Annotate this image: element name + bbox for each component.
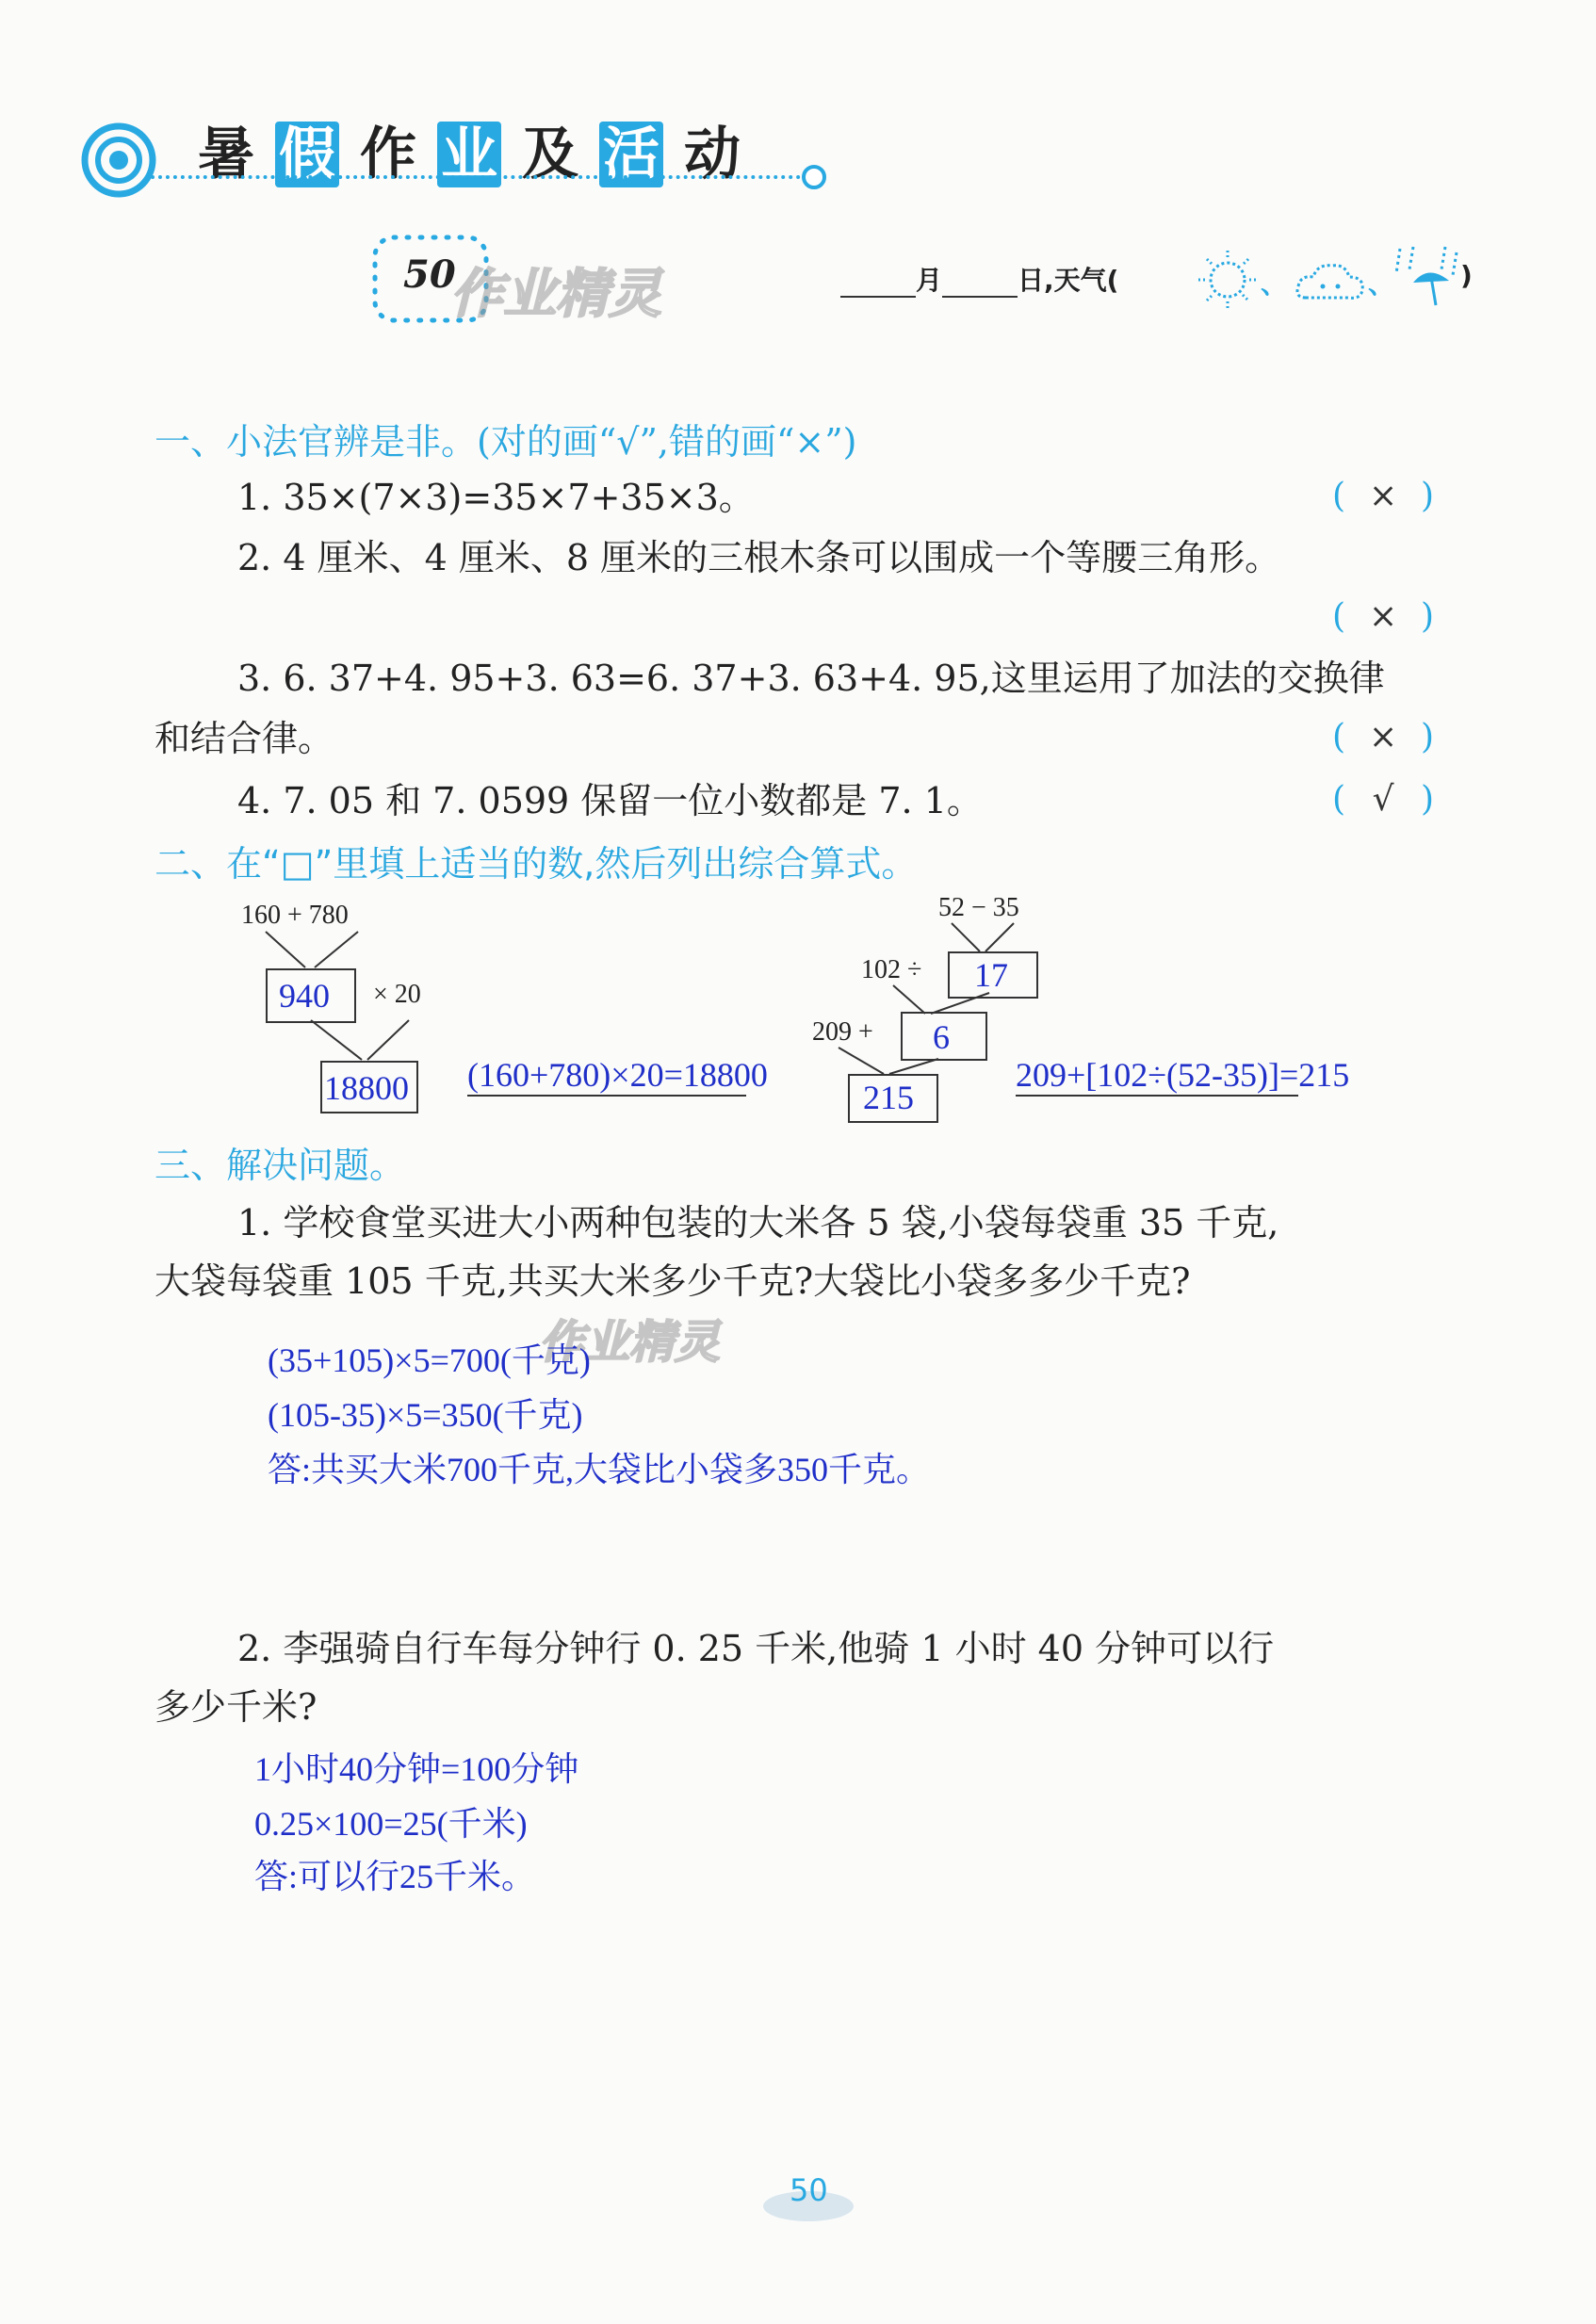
worksheet-page: 暑假 作业 及活 动 50 作业精灵 月 日,天气( 、 、 ) 一、小法官辨是非。(对的画“√”,错的画“×”) 1. 35×(7×3)=35×7+35×3。 ( × ) 2. 4 厘米、4 厘米、8 厘米的三根木条可以围成一个等腰三角形。 ( × ) 3. 6. 37+4. 95+3. 63=6. 37+3. 63+4. 95,这里运用了加法的交换律 和结合律。 ( × ) 4. 7. 05 和 7. 0599 保留一位小数都是 7. 1。 ( √ ) 二、在“□”里填上适当的数,然后列出综合算式。 160 + 780 940 × 20 18800 (160+780)×20=18800 52 − 35 102 ÷ 17 209 + 6 215 209+[102÷(52-35)]=215 三、解决问题。 1. 学校食堂买进大小两种包装的大米各 5 袋,小袋每袋重 35 千克, 大袋每袋重 105 千克,共买大米多少千克?大袋比小袋多多少千克? 作业精灵 (35+105)×5=700(千克) (105-35)×5=350(千克) 答:共买大米700千克,大袋比小袋多350千克。 2. 李强骑自行车每分钟行 0. 25 千米,他骑 1 小时 40 分钟可以行 多少千米? 1小时40分钟=100分钟 0.25×100=25(千米) 答:可以行25千米。 50 (0, 0, 1596, 2324)
sunny-icon[interactable] (1195, 247, 1261, 313)
question-1-3-line1: 3. 6. 37+4. 95+3. 63=6. 37+3. 63+4. 95,这里运用了加法的交换律 (237, 658, 1385, 699)
tree1-top-expr: 160 + 780 (241, 901, 349, 930)
question-1-1: 1. 35×(7×3)=35×7+35×3。 (237, 477, 755, 518)
answer-paren-2[interactable]: ( × ) (1332, 597, 1435, 636)
tree2-mid-label: 102 ÷ (861, 955, 922, 984)
tree1-box1-value: 940 (279, 977, 330, 1015)
answer-paren-3[interactable]: ( × ) (1332, 718, 1435, 756)
tree2-low-label: 209 + (812, 1017, 873, 1047)
question-1-4: 4. 7. 05 和 7. 0599 保留一位小数都是 7. 1。 (237, 780, 983, 821)
rule-end-circle-icon (799, 162, 829, 192)
section1-heading: 一、小法官辨是非。(对的画“√”,错的画“×”) (155, 421, 857, 463)
section2-heading: 二、在“□”里填上适当的数,然后列出综合算式。 (155, 843, 918, 885)
page-header-title: 暑假 作业 及活 动 (198, 122, 761, 187)
day-blank[interactable] (942, 269, 1018, 298)
question-1-3-line2: 和结合律。 (155, 718, 334, 759)
rainy-umbrella-icon[interactable] (1392, 245, 1462, 315)
answer-3-2-line3: 答:可以行25千米。 (254, 1858, 536, 1895)
answer-3-2-line1: 1小时40分钟=100分钟 (254, 1750, 579, 1788)
date-weather-field: 月 日,天气( (840, 260, 1118, 298)
target-circle-icon (81, 122, 156, 198)
answer-3-1-line2: (105-35)×5=350(千克) (268, 1396, 583, 1434)
header-dotted-rule (151, 175, 801, 179)
question-3-1-line1: 1. 学校食堂买进大小两种包装的大米各 5 袋,小袋每袋重 35 千克, (237, 1202, 1279, 1243)
page-number: 50 (790, 2172, 828, 2208)
answer-3-1-line3: 答:共买大米700千克,大袋比小袋多350千克。 (268, 1451, 931, 1488)
month-blank[interactable] (840, 269, 916, 298)
answer-paren-4[interactable]: ( √ ) (1332, 780, 1435, 819)
tree2-box3-value: 215 (863, 1079, 914, 1116)
answer-3-1-line1: (35+105)×5=700(千克) (268, 1341, 591, 1379)
question-3-1-line2: 大袋每袋重 105 千克,共买大米多少千克?大袋比小袋多多少千克? (155, 1260, 1191, 1302)
section1-hint: (对的画“√”,错的画“×”) (477, 421, 857, 463)
tree2-formula: 209+[102÷(52-35)]=215 (1016, 1055, 1298, 1097)
question-3-2-line2: 多少千米? (155, 1686, 318, 1728)
tree2-top-expr: 52 − 35 (938, 893, 1019, 922)
watermark: 作业精灵 (450, 264, 661, 325)
page-badge-number: 50 (403, 252, 456, 297)
tree2-box2-value: 6 (933, 1018, 950, 1056)
tree1-formula: (160+780)×20=18800 (467, 1055, 746, 1097)
cloudy-icon[interactable] (1293, 256, 1368, 309)
answer-paren-1[interactable]: ( × ) (1332, 477, 1435, 515)
question-1-2: 2. 4 厘米、4 厘米、8 厘米的三根木条可以围成一个等腰三角形。 (237, 537, 1281, 578)
tree1-box2-value: 18800 (324, 1069, 409, 1107)
watermark-mid: 作业精灵 (539, 1316, 721, 1369)
tree2-box1-value: 17 (974, 956, 1008, 994)
tree1-operator: × 20 (373, 980, 421, 1009)
answer-3-2-line2: 0.25×100=25(千米) (254, 1805, 528, 1843)
section3-heading: 三、解决问题。 (155, 1145, 406, 1186)
question-3-2-line1: 2. 李强骑自行车每分钟行 0. 25 千米,他骑 1 小时 40 分钟可以行 (237, 1628, 1275, 1669)
